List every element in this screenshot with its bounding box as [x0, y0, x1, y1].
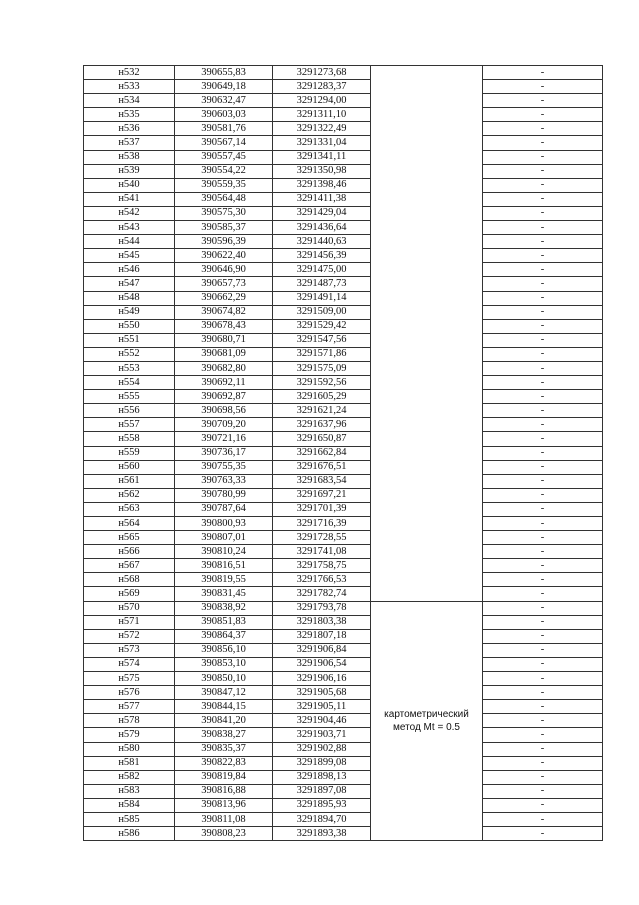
- y-coordinate-cell: 3291898,13: [273, 770, 371, 784]
- table-row: [84, 672, 603, 686]
- y-coordinate-cell: 3291906,84: [273, 643, 371, 657]
- y-coordinate-cell: 3291621,24: [273, 404, 371, 418]
- x-coordinate-cell: 390838,27: [175, 728, 273, 742]
- table-row: [84, 798, 603, 812]
- x-coordinate-cell: 390698,56: [175, 404, 273, 418]
- table-row: [84, 206, 603, 220]
- y-coordinate-cell: 3291592,56: [273, 376, 371, 390]
- table-row: [84, 517, 603, 531]
- dash-cell: -: [483, 559, 603, 573]
- y-coordinate-cell: 3291741,08: [273, 545, 371, 559]
- y-coordinate-cell: 3291529,42: [273, 319, 371, 333]
- table-body: [84, 66, 603, 841]
- x-coordinate-cell: 390559,35: [175, 178, 273, 192]
- point-id-cell: н569: [84, 587, 175, 601]
- y-coordinate-cell: 3291807,18: [273, 629, 371, 643]
- y-coordinate-cell: 3291906,16: [273, 672, 371, 686]
- x-coordinate-cell: 390831,45: [175, 587, 273, 601]
- point-id-cell: н584: [84, 798, 175, 812]
- point-id-cell: н537: [84, 136, 175, 150]
- dash-cell: -: [483, 446, 603, 460]
- y-coordinate-cell: 3291903,71: [273, 728, 371, 742]
- point-id-cell: н575: [84, 672, 175, 686]
- x-coordinate-cell: 390844,15: [175, 700, 273, 714]
- point-id-cell: н552: [84, 347, 175, 361]
- point-id-cell: н573: [84, 643, 175, 657]
- dash-cell: -: [483, 404, 603, 418]
- x-coordinate-cell: 390649,18: [175, 80, 273, 94]
- dash-cell: -: [483, 108, 603, 122]
- dash-cell: -: [483, 291, 603, 305]
- table-row: [84, 601, 603, 615]
- table-row: [84, 263, 603, 277]
- table-row: [84, 150, 603, 164]
- point-id-cell: н543: [84, 221, 175, 235]
- table-row: [84, 742, 603, 756]
- dash-cell: -: [483, 319, 603, 333]
- dash-cell: -: [483, 812, 603, 826]
- point-id-cell: н576: [84, 686, 175, 700]
- point-id-cell: н532: [84, 66, 175, 80]
- dash-cell: -: [483, 460, 603, 474]
- dash-cell: -: [483, 798, 603, 812]
- x-coordinate-cell: 390856,10: [175, 643, 273, 657]
- dash-cell: -: [483, 432, 603, 446]
- dash-cell: -: [483, 488, 603, 502]
- y-coordinate-cell: 3291902,88: [273, 742, 371, 756]
- x-coordinate-cell: 390819,55: [175, 573, 273, 587]
- x-coordinate-cell: 390807,01: [175, 531, 273, 545]
- y-coordinate-cell: 3291341,11: [273, 150, 371, 164]
- table-row: [84, 390, 603, 404]
- dash-cell: -: [483, 531, 603, 545]
- y-coordinate-cell: 3291897,08: [273, 784, 371, 798]
- x-coordinate-cell: 390841,20: [175, 714, 273, 728]
- y-coordinate-cell: 3291662,84: [273, 446, 371, 460]
- x-coordinate-cell: 390736,17: [175, 446, 273, 460]
- dash-cell: -: [483, 700, 603, 714]
- y-coordinate-cell: 3291322,49: [273, 122, 371, 136]
- y-coordinate-cell: 3291273,68: [273, 66, 371, 80]
- dash-cell: -: [483, 80, 603, 94]
- point-id-cell: н566: [84, 545, 175, 559]
- y-coordinate-cell: 3291605,29: [273, 390, 371, 404]
- table-row: [84, 728, 603, 742]
- point-id-cell: н583: [84, 784, 175, 798]
- x-coordinate-cell: 390692,87: [175, 390, 273, 404]
- x-coordinate-cell: 390810,24: [175, 545, 273, 559]
- x-coordinate-cell: 390780,99: [175, 488, 273, 502]
- point-id-cell: н548: [84, 291, 175, 305]
- dash-cell: -: [483, 545, 603, 559]
- point-id-cell: н558: [84, 432, 175, 446]
- point-id-cell: н578: [84, 714, 175, 728]
- x-coordinate-cell: 390655,83: [175, 66, 273, 80]
- x-coordinate-cell: 390835,37: [175, 742, 273, 756]
- y-coordinate-cell: 3291350,98: [273, 164, 371, 178]
- dash-cell: -: [483, 192, 603, 206]
- y-coordinate-cell: 3291311,10: [273, 108, 371, 122]
- y-coordinate-cell: 3291803,38: [273, 615, 371, 629]
- table-row: [84, 488, 603, 502]
- x-coordinate-cell: 390811,08: [175, 812, 273, 826]
- dash-cell: -: [483, 277, 603, 291]
- y-coordinate-cell: 3291793,78: [273, 601, 371, 615]
- dash-cell: -: [483, 347, 603, 361]
- y-coordinate-cell: 3291894,70: [273, 812, 371, 826]
- x-coordinate-cell: 390822,83: [175, 756, 273, 770]
- point-id-cell: н560: [84, 460, 175, 474]
- table-row: [84, 80, 603, 94]
- x-coordinate-cell: 390678,43: [175, 319, 273, 333]
- y-coordinate-cell: 3291398,46: [273, 178, 371, 192]
- x-coordinate-cell: 390864,37: [175, 629, 273, 643]
- dash-cell: -: [483, 235, 603, 249]
- point-id-cell: н533: [84, 80, 175, 94]
- table-row: [84, 221, 603, 235]
- point-id-cell: н563: [84, 502, 175, 516]
- y-coordinate-cell: 3291294,00: [273, 94, 371, 108]
- y-coordinate-cell: 3291758,75: [273, 559, 371, 573]
- table-row: [84, 178, 603, 192]
- x-coordinate-cell: 390682,80: [175, 361, 273, 375]
- x-coordinate-cell: 390567,14: [175, 136, 273, 150]
- x-coordinate-cell: 390603,03: [175, 108, 273, 122]
- table-row: [84, 700, 603, 714]
- table-row: [84, 432, 603, 446]
- point-id-cell: н546: [84, 263, 175, 277]
- table-row: [84, 756, 603, 770]
- y-coordinate-cell: 3291905,68: [273, 686, 371, 700]
- x-coordinate-cell: 390813,96: [175, 798, 273, 812]
- dash-cell: -: [483, 686, 603, 700]
- dash-cell: -: [483, 333, 603, 347]
- dash-cell: -: [483, 263, 603, 277]
- table-row: [84, 573, 603, 587]
- y-coordinate-cell: 3291509,00: [273, 305, 371, 319]
- table-row: [84, 277, 603, 291]
- y-coordinate-cell: 3291895,93: [273, 798, 371, 812]
- y-coordinate-cell: 3291899,08: [273, 756, 371, 770]
- y-coordinate-cell: 3291701,39: [273, 502, 371, 516]
- dash-cell: -: [483, 249, 603, 263]
- x-coordinate-cell: 390622,40: [175, 249, 273, 263]
- dash-cell: -: [483, 376, 603, 390]
- table-row: [84, 404, 603, 418]
- dash-cell: -: [483, 629, 603, 643]
- table-row: [84, 347, 603, 361]
- y-coordinate-cell: 3291436,64: [273, 221, 371, 235]
- table-row: [84, 361, 603, 375]
- point-id-cell: н540: [84, 178, 175, 192]
- dash-cell: -: [483, 178, 603, 192]
- point-id-cell: н553: [84, 361, 175, 375]
- dash-cell: -: [483, 206, 603, 220]
- x-coordinate-cell: 390787,64: [175, 502, 273, 516]
- point-id-cell: н580: [84, 742, 175, 756]
- x-coordinate-cell: 390585,37: [175, 221, 273, 235]
- y-coordinate-cell: 3291893,38: [273, 827, 371, 841]
- x-coordinate-cell: 390800,93: [175, 517, 273, 531]
- table-row: [84, 418, 603, 432]
- table-row: [84, 66, 603, 80]
- point-id-cell: н549: [84, 305, 175, 319]
- y-coordinate-cell: 3291491,14: [273, 291, 371, 305]
- y-coordinate-cell: 3291283,37: [273, 80, 371, 94]
- table-row: [84, 319, 603, 333]
- dash-cell: -: [483, 756, 603, 770]
- table-row: [84, 770, 603, 784]
- x-coordinate-cell: 390709,20: [175, 418, 273, 432]
- table-row: [84, 559, 603, 573]
- point-id-cell: н571: [84, 615, 175, 629]
- table-row: [84, 502, 603, 516]
- table-row: [84, 376, 603, 390]
- x-coordinate-cell: 390763,33: [175, 474, 273, 488]
- y-coordinate-cell: 3291411,38: [273, 192, 371, 206]
- x-coordinate-cell: 390554,22: [175, 164, 273, 178]
- point-id-cell: н568: [84, 573, 175, 587]
- dash-cell: -: [483, 615, 603, 629]
- point-id-cell: н567: [84, 559, 175, 573]
- point-id-cell: н565: [84, 531, 175, 545]
- point-id-cell: н562: [84, 488, 175, 502]
- dash-cell: -: [483, 784, 603, 798]
- dash-cell: -: [483, 150, 603, 164]
- point-id-cell: н555: [84, 390, 175, 404]
- point-id-cell: н541: [84, 192, 175, 206]
- x-coordinate-cell: 390850,10: [175, 672, 273, 686]
- table-row: [84, 291, 603, 305]
- table-row: [84, 531, 603, 545]
- x-coordinate-cell: 390575,30: [175, 206, 273, 220]
- x-coordinate-cell: 390816,51: [175, 559, 273, 573]
- y-coordinate-cell: 3291331,04: [273, 136, 371, 150]
- dash-cell: -: [483, 305, 603, 319]
- y-coordinate-cell: 3291571,86: [273, 347, 371, 361]
- table-row: [84, 136, 603, 150]
- dash-cell: -: [483, 770, 603, 784]
- dash-cell: -: [483, 136, 603, 150]
- y-coordinate-cell: 3291440,63: [273, 235, 371, 249]
- dash-cell: -: [483, 390, 603, 404]
- y-coordinate-cell: 3291697,21: [273, 488, 371, 502]
- table-row: [84, 122, 603, 136]
- point-id-cell: н557: [84, 418, 175, 432]
- dash-cell: -: [483, 517, 603, 531]
- table-row: [84, 714, 603, 728]
- x-coordinate-cell: 390838,92: [175, 601, 273, 615]
- point-id-cell: н542: [84, 206, 175, 220]
- point-id-cell: н536: [84, 122, 175, 136]
- table-row: [84, 235, 603, 249]
- dash-cell: -: [483, 66, 603, 80]
- table-row: [84, 784, 603, 798]
- y-coordinate-cell: 3291547,56: [273, 333, 371, 347]
- x-coordinate-cell: 390692,11: [175, 376, 273, 390]
- point-id-cell: н545: [84, 249, 175, 263]
- dash-cell: -: [483, 221, 603, 235]
- dash-cell: -: [483, 601, 603, 615]
- table-row: [84, 615, 603, 629]
- point-id-cell: н556: [84, 404, 175, 418]
- point-id-cell: н550: [84, 319, 175, 333]
- point-id-cell: н539: [84, 164, 175, 178]
- method-note-cell: картометрический метод Mt = 0.5: [371, 601, 483, 841]
- dash-cell: -: [483, 587, 603, 601]
- x-coordinate-cell: 390564,48: [175, 192, 273, 206]
- y-coordinate-cell: 3291575,09: [273, 361, 371, 375]
- dash-cell: -: [483, 573, 603, 587]
- y-coordinate-cell: 3291637,96: [273, 418, 371, 432]
- y-coordinate-cell: 3291905,11: [273, 700, 371, 714]
- table-row: [84, 827, 603, 841]
- x-coordinate-cell: 390847,12: [175, 686, 273, 700]
- point-id-cell: н579: [84, 728, 175, 742]
- dash-cell: -: [483, 714, 603, 728]
- x-coordinate-cell: 390646,90: [175, 263, 273, 277]
- x-coordinate-cell: 390681,09: [175, 347, 273, 361]
- dash-cell: -: [483, 502, 603, 516]
- table-row: [84, 333, 603, 347]
- point-id-cell: н572: [84, 629, 175, 643]
- point-id-cell: н535: [84, 108, 175, 122]
- dash-cell: -: [483, 418, 603, 432]
- table-row: [84, 545, 603, 559]
- x-coordinate-cell: 390816,88: [175, 784, 273, 798]
- x-coordinate-cell: 390851,83: [175, 615, 273, 629]
- y-coordinate-cell: 3291904,46: [273, 714, 371, 728]
- point-id-cell: н574: [84, 657, 175, 671]
- x-coordinate-cell: 390853,10: [175, 657, 273, 671]
- table-row: [84, 94, 603, 108]
- point-id-cell: н561: [84, 474, 175, 488]
- point-id-cell: н577: [84, 700, 175, 714]
- y-coordinate-cell: 3291683,54: [273, 474, 371, 488]
- point-id-cell: н551: [84, 333, 175, 347]
- dash-cell: -: [483, 742, 603, 756]
- x-coordinate-cell: 390819,84: [175, 770, 273, 784]
- dash-cell: -: [483, 827, 603, 841]
- dash-cell: -: [483, 672, 603, 686]
- x-coordinate-cell: 390721,16: [175, 432, 273, 446]
- table-row: [84, 192, 603, 206]
- dash-cell: -: [483, 361, 603, 375]
- dash-cell: -: [483, 474, 603, 488]
- y-coordinate-cell: 3291782,74: [273, 587, 371, 601]
- table-row: [84, 657, 603, 671]
- x-coordinate-cell: 390674,82: [175, 305, 273, 319]
- dash-cell: -: [483, 94, 603, 108]
- x-coordinate-cell: 390596,39: [175, 235, 273, 249]
- y-coordinate-cell: 3291487,73: [273, 277, 371, 291]
- y-coordinate-cell: 3291475,00: [273, 263, 371, 277]
- x-coordinate-cell: 390680,71: [175, 333, 273, 347]
- y-coordinate-cell: 3291716,39: [273, 517, 371, 531]
- y-coordinate-cell: 3291766,53: [273, 573, 371, 587]
- x-coordinate-cell: 390662,29: [175, 291, 273, 305]
- table-row: [84, 643, 603, 657]
- table-row: [84, 629, 603, 643]
- dash-cell: -: [483, 728, 603, 742]
- table-row: [84, 305, 603, 319]
- x-coordinate-cell: 390808,23: [175, 827, 273, 841]
- table-row: [84, 474, 603, 488]
- y-coordinate-cell: 3291429,04: [273, 206, 371, 220]
- x-coordinate-cell: 390657,73: [175, 277, 273, 291]
- point-id-cell: н538: [84, 150, 175, 164]
- y-coordinate-cell: 3291650,87: [273, 432, 371, 446]
- point-id-cell: н582: [84, 770, 175, 784]
- table-row: [84, 812, 603, 826]
- table-row: [84, 587, 603, 601]
- y-coordinate-cell: 3291676,51: [273, 460, 371, 474]
- method-cell-empty: [371, 66, 483, 602]
- table-row: [84, 686, 603, 700]
- table-row: [84, 249, 603, 263]
- y-coordinate-cell: 3291906,54: [273, 657, 371, 671]
- x-coordinate-cell: 390581,76: [175, 122, 273, 136]
- point-id-cell: н586: [84, 827, 175, 841]
- table-row: [84, 460, 603, 474]
- x-coordinate-cell: 390632,47: [175, 94, 273, 108]
- point-id-cell: н570: [84, 601, 175, 615]
- y-coordinate-cell: 3291728,55: [273, 531, 371, 545]
- point-id-cell: н564: [84, 517, 175, 531]
- point-id-cell: н544: [84, 235, 175, 249]
- x-coordinate-cell: 390755,35: [175, 460, 273, 474]
- point-id-cell: н554: [84, 376, 175, 390]
- table-row: [84, 108, 603, 122]
- table-row: [84, 446, 603, 460]
- point-id-cell: н559: [84, 446, 175, 460]
- point-id-cell: н534: [84, 94, 175, 108]
- x-coordinate-cell: 390557,45: [175, 150, 273, 164]
- dash-cell: -: [483, 164, 603, 178]
- point-id-cell: н547: [84, 277, 175, 291]
- dash-cell: -: [483, 657, 603, 671]
- point-id-cell: н581: [84, 756, 175, 770]
- coordinates-table: [83, 65, 603, 841]
- dash-cell: -: [483, 122, 603, 136]
- dash-cell: -: [483, 643, 603, 657]
- point-id-cell: н585: [84, 812, 175, 826]
- table-row: [84, 164, 603, 178]
- y-coordinate-cell: 3291456,39: [273, 249, 371, 263]
